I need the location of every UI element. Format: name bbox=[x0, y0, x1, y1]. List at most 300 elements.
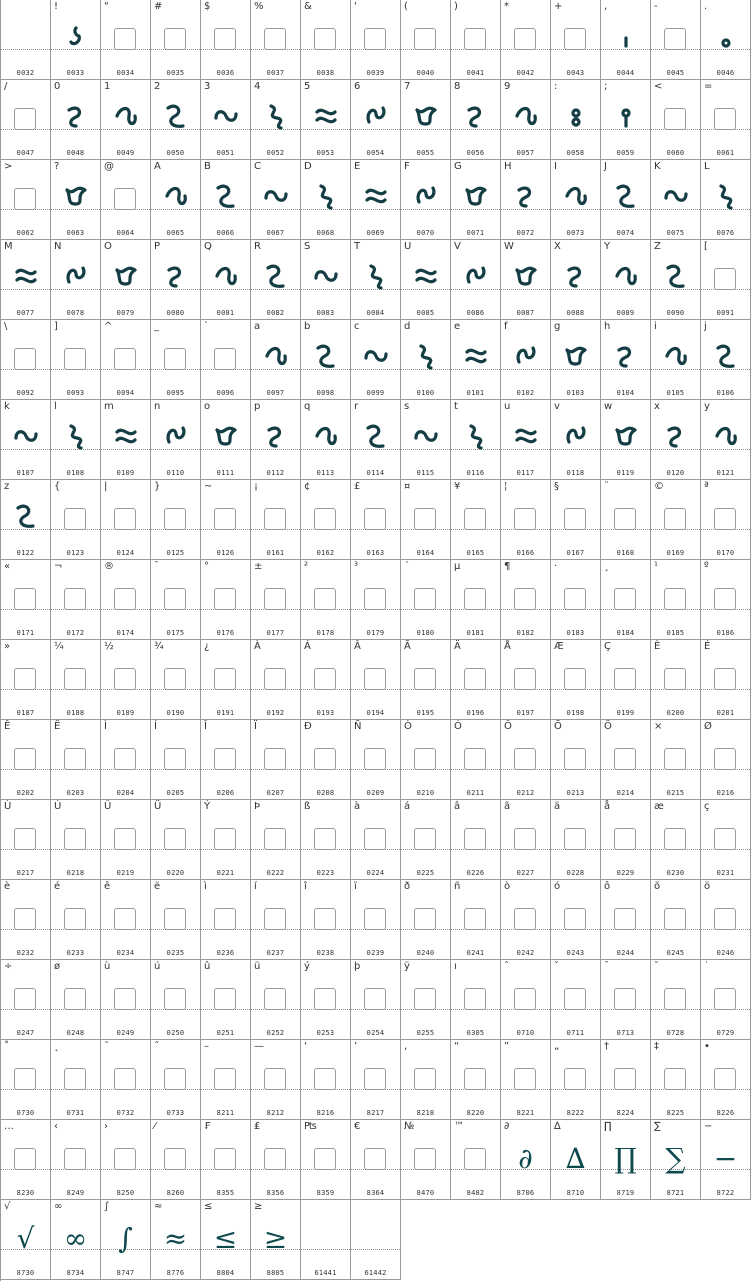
char-label: í bbox=[254, 881, 257, 892]
char-code: 8719 bbox=[616, 1189, 635, 1197]
glyph-row bbox=[1, 720, 751, 800]
script-glyph-icon bbox=[11, 262, 41, 290]
glyph-cell bbox=[1, 640, 51, 720]
char-code: 0216 bbox=[716, 789, 735, 797]
glyph-cell bbox=[351, 1200, 401, 1280]
char-code: 0086 bbox=[466, 309, 485, 317]
glyph-cell bbox=[451, 880, 501, 960]
missing-glyph-box bbox=[664, 908, 686, 930]
missing-glyph-box bbox=[214, 828, 236, 850]
char-label: ) bbox=[454, 1, 458, 12]
char-label: ª bbox=[704, 481, 709, 492]
glyph-cell bbox=[201, 640, 251, 720]
char-code: 0235 bbox=[166, 949, 185, 957]
missing-glyph-box bbox=[464, 828, 486, 850]
glyph-cell bbox=[251, 1040, 301, 1120]
missing-glyph-box bbox=[514, 828, 536, 850]
glyph-cell bbox=[651, 480, 701, 560]
char-label: ¼ bbox=[54, 641, 64, 652]
glyph-cell bbox=[1, 160, 51, 240]
char-label: ` bbox=[204, 321, 209, 332]
missing-glyph-box bbox=[114, 668, 136, 690]
char-label: ÷ bbox=[4, 961, 13, 972]
char-code: 0198 bbox=[566, 709, 585, 717]
glyph-cell bbox=[451, 0, 501, 80]
char-code: 0065 bbox=[166, 229, 185, 237]
char-label: Â bbox=[354, 641, 361, 652]
char-code: 0221 bbox=[216, 869, 235, 877]
missing-glyph-box bbox=[714, 668, 736, 690]
script-glyph-icon bbox=[11, 422, 41, 450]
script-glyph-icon bbox=[461, 422, 491, 450]
char-code: 0193 bbox=[316, 709, 335, 717]
char-label: − bbox=[704, 1121, 713, 1132]
char-code: 0124 bbox=[116, 549, 135, 557]
char-label: ï bbox=[354, 881, 357, 892]
missing-glyph-box bbox=[414, 828, 436, 850]
glyph-cell bbox=[701, 80, 751, 160]
script-glyph-icon bbox=[411, 102, 441, 130]
char-label: ø bbox=[54, 961, 61, 972]
char-code: 0072 bbox=[516, 229, 535, 237]
glyph-cell bbox=[1, 1040, 51, 1120]
glyph-cell bbox=[101, 720, 151, 800]
char-code: 0069 bbox=[366, 229, 385, 237]
char-label: № bbox=[404, 1121, 415, 1132]
missing-glyph-box bbox=[514, 1068, 536, 1090]
missing-glyph-box bbox=[114, 748, 136, 770]
script-glyph-icon bbox=[661, 342, 691, 370]
glyph-cell bbox=[551, 800, 601, 880]
glyph-cell bbox=[1, 1200, 51, 1280]
char-code: 0222 bbox=[266, 869, 285, 877]
missing-glyph-box bbox=[114, 28, 136, 50]
glyph-cell bbox=[201, 160, 251, 240]
char-label: N bbox=[54, 241, 62, 252]
script-glyph-icon bbox=[111, 102, 141, 130]
glyph-cell bbox=[51, 1200, 101, 1280]
char-code: 0094 bbox=[116, 389, 135, 397]
char-code: 8212 bbox=[266, 1109, 285, 1117]
glyph-cell bbox=[251, 80, 301, 160]
char-code: 0076 bbox=[716, 229, 735, 237]
glyph-row bbox=[1, 800, 751, 880]
char-label: þ bbox=[354, 961, 361, 972]
missing-glyph-box bbox=[414, 748, 436, 770]
missing-glyph-box bbox=[514, 668, 536, 690]
glyph-cell bbox=[451, 640, 501, 720]
char-label: ë bbox=[154, 881, 161, 892]
missing-glyph-box bbox=[464, 668, 486, 690]
glyph-cell bbox=[351, 1040, 401, 1120]
glyph-cell bbox=[251, 640, 301, 720]
missing-glyph-box bbox=[714, 828, 736, 850]
char-code: 0119 bbox=[616, 469, 635, 477]
missing-glyph-box bbox=[614, 588, 636, 610]
glyph-cell bbox=[151, 80, 201, 160]
glyph-cell bbox=[451, 1040, 501, 1120]
char-code: 61442 bbox=[364, 1269, 387, 1277]
char-code: 0729 bbox=[716, 1029, 735, 1037]
char-code: 0041 bbox=[466, 69, 485, 77]
glyph-cell bbox=[51, 720, 101, 800]
glyph-cell bbox=[501, 720, 551, 800]
char-label: ´ bbox=[404, 561, 409, 572]
script-glyph-icon bbox=[611, 102, 641, 130]
char-code: 0070 bbox=[416, 229, 435, 237]
glyph-cell bbox=[401, 640, 451, 720]
missing-glyph-box bbox=[564, 828, 586, 850]
char-label: = bbox=[704, 81, 713, 92]
glyph-cell bbox=[101, 480, 151, 560]
script-glyph-icon bbox=[511, 182, 541, 210]
missing-glyph-box bbox=[164, 348, 186, 370]
missing-glyph-box bbox=[114, 828, 136, 850]
char-label: ¢ bbox=[304, 481, 311, 492]
char-code: 0059 bbox=[616, 149, 635, 157]
missing-glyph-box bbox=[514, 508, 536, 530]
missing-glyph-box bbox=[64, 828, 86, 850]
glyph-cell bbox=[351, 160, 401, 240]
char-code: 0172 bbox=[66, 629, 85, 637]
glyph-cell bbox=[1, 80, 51, 160]
char-code: 0033 bbox=[66, 69, 85, 77]
char-code: 0165 bbox=[466, 549, 485, 557]
glyph-cell bbox=[451, 240, 501, 320]
char-code: 0104 bbox=[616, 389, 635, 397]
script-glyph-icon bbox=[711, 422, 741, 450]
char-code: 0110 bbox=[166, 469, 185, 477]
glyph-cell bbox=[51, 960, 101, 1040]
char-label: r bbox=[354, 401, 359, 412]
glyph-cell bbox=[1, 720, 51, 800]
char-code: 0236 bbox=[216, 949, 235, 957]
glyph-cell bbox=[101, 1200, 151, 1280]
missing-glyph-box bbox=[314, 508, 336, 530]
glyph-cell bbox=[301, 240, 351, 320]
glyph-cell bbox=[101, 1120, 151, 1200]
glyph-cell bbox=[201, 1040, 251, 1120]
char-label: & bbox=[304, 1, 312, 12]
missing-glyph-box bbox=[464, 508, 486, 530]
char-label: j bbox=[704, 321, 707, 332]
char-code: 0230 bbox=[666, 869, 685, 877]
char-code: 8482 bbox=[466, 1189, 485, 1197]
char-label: o bbox=[204, 401, 211, 412]
char-code: 0305 bbox=[466, 1029, 485, 1037]
char-label: õ bbox=[654, 881, 661, 892]
missing-glyph-box bbox=[214, 348, 236, 370]
char-code: 0247 bbox=[16, 1029, 35, 1037]
missing-glyph-box bbox=[264, 988, 286, 1010]
char-label: – bbox=[204, 1041, 209, 1052]
glyph-cell bbox=[601, 400, 651, 480]
missing-glyph-box bbox=[264, 908, 286, 930]
char-label: | bbox=[104, 481, 108, 492]
char-code: 0249 bbox=[116, 1029, 135, 1037]
missing-glyph-box bbox=[314, 1148, 336, 1170]
glyph-cell bbox=[151, 1120, 201, 1200]
char-label: 3 bbox=[204, 81, 211, 92]
missing-glyph-box bbox=[614, 748, 636, 770]
glyph-cell bbox=[401, 1120, 451, 1200]
char-code: 0220 bbox=[166, 869, 185, 877]
char-code: 0228 bbox=[566, 869, 585, 877]
glyph-cell bbox=[701, 880, 751, 960]
missing-glyph-box bbox=[364, 668, 386, 690]
char-code: 0180 bbox=[416, 629, 435, 637]
missing-glyph-box bbox=[414, 668, 436, 690]
glyph-cell bbox=[201, 0, 251, 80]
script-glyph-icon bbox=[611, 342, 641, 370]
char-code: 0189 bbox=[116, 709, 135, 717]
glyph-cell bbox=[401, 960, 451, 1040]
char-label: ¬ bbox=[54, 561, 63, 572]
glyph-cell bbox=[651, 240, 701, 320]
glyph-cell bbox=[651, 160, 701, 240]
missing-glyph-box bbox=[664, 28, 686, 50]
missing-glyph-box bbox=[464, 988, 486, 1010]
char-code: 0087 bbox=[516, 309, 535, 317]
char-label: Ö bbox=[604, 721, 612, 732]
glyph-cell bbox=[1, 240, 51, 320]
char-code: 0205 bbox=[166, 789, 185, 797]
char-label: Ú bbox=[54, 801, 62, 812]
glyph-cell bbox=[601, 800, 651, 880]
char-code: 0244 bbox=[616, 949, 635, 957]
char-label: ’ bbox=[354, 1041, 358, 1052]
char-code: 0732 bbox=[116, 1109, 135, 1117]
glyph-cell bbox=[601, 880, 651, 960]
char-code: 0079 bbox=[116, 309, 135, 317]
char-label: Ë bbox=[54, 721, 61, 732]
script-glyph-icon bbox=[111, 262, 141, 290]
char-label: √ bbox=[4, 1201, 11, 1212]
missing-glyph-box bbox=[364, 1068, 386, 1090]
glyph-cell bbox=[401, 160, 451, 240]
missing-glyph-box bbox=[314, 28, 336, 50]
char-code: 8804 bbox=[216, 1269, 235, 1277]
script-glyph-icon bbox=[661, 182, 691, 210]
missing-glyph-box bbox=[114, 1068, 136, 1090]
glyph-cell bbox=[151, 880, 201, 960]
char-label: $ bbox=[204, 1, 211, 12]
script-glyph-icon bbox=[261, 422, 291, 450]
char-code: 0102 bbox=[516, 389, 535, 397]
missing-glyph-box bbox=[314, 828, 336, 850]
missing-glyph-box bbox=[114, 508, 136, 530]
script-glyph-icon bbox=[511, 422, 541, 450]
char-code: 0056 bbox=[466, 149, 485, 157]
glyph-cell bbox=[551, 480, 601, 560]
char-code: 8250 bbox=[116, 1189, 135, 1197]
char-label: Ï bbox=[254, 721, 257, 732]
glyph-cell bbox=[451, 400, 501, 480]
missing-glyph-box bbox=[714, 268, 736, 290]
char-code: 0182 bbox=[516, 629, 535, 637]
glyph-cell bbox=[301, 720, 351, 800]
char-code: 8230 bbox=[16, 1189, 35, 1197]
script-glyph-icon bbox=[61, 22, 91, 50]
glyph-cell bbox=[501, 640, 551, 720]
char-label: \ bbox=[4, 321, 8, 332]
char-label: 9 bbox=[504, 81, 511, 92]
glyph-cell bbox=[251, 880, 301, 960]
missing-glyph-box bbox=[314, 988, 336, 1010]
missing-glyph-box bbox=[214, 28, 236, 50]
missing-glyph-box bbox=[214, 588, 236, 610]
script-glyph-icon bbox=[511, 342, 541, 370]
missing-glyph-box bbox=[314, 1068, 336, 1090]
char-label: ˆ bbox=[504, 961, 509, 972]
script-glyph-icon bbox=[411, 182, 441, 210]
char-code: 0095 bbox=[166, 389, 185, 397]
glyph-cell bbox=[451, 960, 501, 1040]
char-code: 0161 bbox=[266, 549, 285, 557]
char-code: 0108 bbox=[66, 469, 85, 477]
script-glyph-icon bbox=[261, 342, 291, 370]
char-label: ! bbox=[54, 1, 59, 12]
missing-glyph-box bbox=[514, 988, 536, 1010]
char-code: 0733 bbox=[166, 1109, 185, 1117]
glyph-cell bbox=[301, 160, 351, 240]
missing-glyph-box bbox=[164, 588, 186, 610]
char-code: 0245 bbox=[666, 949, 685, 957]
char-label: X bbox=[554, 241, 561, 252]
glyph-cell bbox=[1, 320, 51, 400]
char-label: å bbox=[604, 801, 611, 812]
missing-glyph-box bbox=[364, 988, 386, 1010]
script-glyph-icon bbox=[411, 342, 441, 370]
missing-glyph-box bbox=[64, 908, 86, 930]
script-glyph-icon bbox=[61, 262, 91, 290]
char-code: 0200 bbox=[666, 709, 685, 717]
char-label: ? bbox=[54, 161, 60, 172]
glyph-cell bbox=[501, 560, 551, 640]
glyph-cell bbox=[151, 1200, 201, 1280]
glyph-cell bbox=[1, 960, 51, 1040]
script-glyph-icon bbox=[361, 262, 391, 290]
char-code: 0083 bbox=[316, 309, 335, 317]
char-label: • bbox=[704, 1041, 710, 1052]
char-label: © bbox=[654, 481, 664, 492]
glyph-cell bbox=[201, 720, 251, 800]
glyph-cell bbox=[451, 720, 501, 800]
script-glyph-icon bbox=[361, 102, 391, 130]
char-label: ₤ bbox=[254, 1121, 261, 1132]
glyph-cell bbox=[251, 560, 301, 640]
missing-glyph-box bbox=[164, 748, 186, 770]
glyph-cell bbox=[351, 480, 401, 560]
char-label: Û bbox=[104, 801, 112, 812]
char-code: 8776 bbox=[166, 1269, 185, 1277]
glyph-cell bbox=[301, 1200, 351, 1280]
script-glyph-icon bbox=[161, 102, 191, 130]
char-code: 0219 bbox=[116, 869, 135, 877]
char-code: 0730 bbox=[16, 1109, 35, 1117]
missing-glyph-box bbox=[614, 1068, 636, 1090]
char-label: ñ bbox=[454, 881, 461, 892]
glyph-cell bbox=[601, 320, 651, 400]
char-code: 0105 bbox=[666, 389, 685, 397]
missing-glyph-box bbox=[414, 28, 436, 50]
missing-glyph-box bbox=[664, 988, 686, 1010]
char-label: „ bbox=[554, 1041, 560, 1052]
char-code: 0088 bbox=[566, 309, 585, 317]
missing-glyph-box bbox=[264, 508, 286, 530]
missing-glyph-box bbox=[464, 1148, 486, 1170]
char-code: 8226 bbox=[716, 1109, 735, 1117]
char-code: 0073 bbox=[566, 229, 585, 237]
char-label: W bbox=[504, 241, 514, 252]
missing-glyph-box bbox=[314, 668, 336, 690]
glyph-cell bbox=[551, 960, 601, 1040]
char-label: , bbox=[604, 1, 608, 12]
char-label: £ bbox=[354, 481, 361, 492]
glyph-cell bbox=[351, 240, 401, 320]
char-label: È bbox=[654, 641, 661, 652]
char-code: 0253 bbox=[316, 1029, 335, 1037]
glyph-cell bbox=[701, 720, 751, 800]
char-code: 0099 bbox=[366, 389, 385, 397]
missing-glyph-box bbox=[64, 668, 86, 690]
missing-glyph-box bbox=[564, 1068, 586, 1090]
char-code: 0048 bbox=[66, 149, 85, 157]
char-label: § bbox=[554, 481, 559, 492]
char-label: Î bbox=[204, 721, 207, 732]
missing-glyph-box bbox=[514, 28, 536, 50]
char-code: 8249 bbox=[66, 1189, 85, 1197]
char-label: ‘ bbox=[304, 1041, 308, 1052]
char-code: 8217 bbox=[366, 1109, 385, 1117]
char-code: 0118 bbox=[566, 469, 585, 477]
char-code: 0043 bbox=[566, 69, 585, 77]
glyph-cell bbox=[701, 800, 751, 880]
glyph-cell bbox=[201, 880, 251, 960]
char-label: ( bbox=[404, 1, 408, 12]
missing-glyph-box bbox=[164, 28, 186, 50]
glyph-cell bbox=[551, 640, 601, 720]
char-label: Ã bbox=[404, 641, 411, 652]
char-label: ₧ bbox=[304, 1121, 317, 1132]
char-code: 0184 bbox=[616, 629, 635, 637]
math-glyph: ∑ bbox=[665, 1142, 686, 1175]
glyph-cell bbox=[251, 320, 301, 400]
script-glyph-icon bbox=[211, 262, 241, 290]
char-label: : bbox=[554, 81, 558, 92]
char-label: ∆ bbox=[554, 1121, 561, 1132]
char-code: 0167 bbox=[566, 549, 585, 557]
char-code: 0217 bbox=[16, 869, 35, 877]
math-glyph: ∫ bbox=[118, 1222, 133, 1255]
char-code: 0238 bbox=[316, 949, 335, 957]
char-code: 0074 bbox=[616, 229, 635, 237]
missing-glyph-box bbox=[514, 908, 536, 930]
char-code: 8747 bbox=[116, 1269, 135, 1277]
missing-glyph-box bbox=[664, 508, 686, 530]
missing-glyph-box bbox=[114, 988, 136, 1010]
missing-glyph-box bbox=[514, 748, 536, 770]
char-label: d bbox=[404, 321, 411, 332]
math-glyph: ≤ bbox=[213, 1222, 238, 1255]
char-code: 0191 bbox=[216, 709, 235, 717]
char-code: 61441 bbox=[314, 1269, 337, 1277]
script-glyph-icon bbox=[211, 422, 241, 450]
char-code: 0194 bbox=[366, 709, 385, 717]
char-code: 0057 bbox=[516, 149, 535, 157]
char-code: 0116 bbox=[466, 469, 485, 477]
char-code: 0174 bbox=[116, 629, 135, 637]
